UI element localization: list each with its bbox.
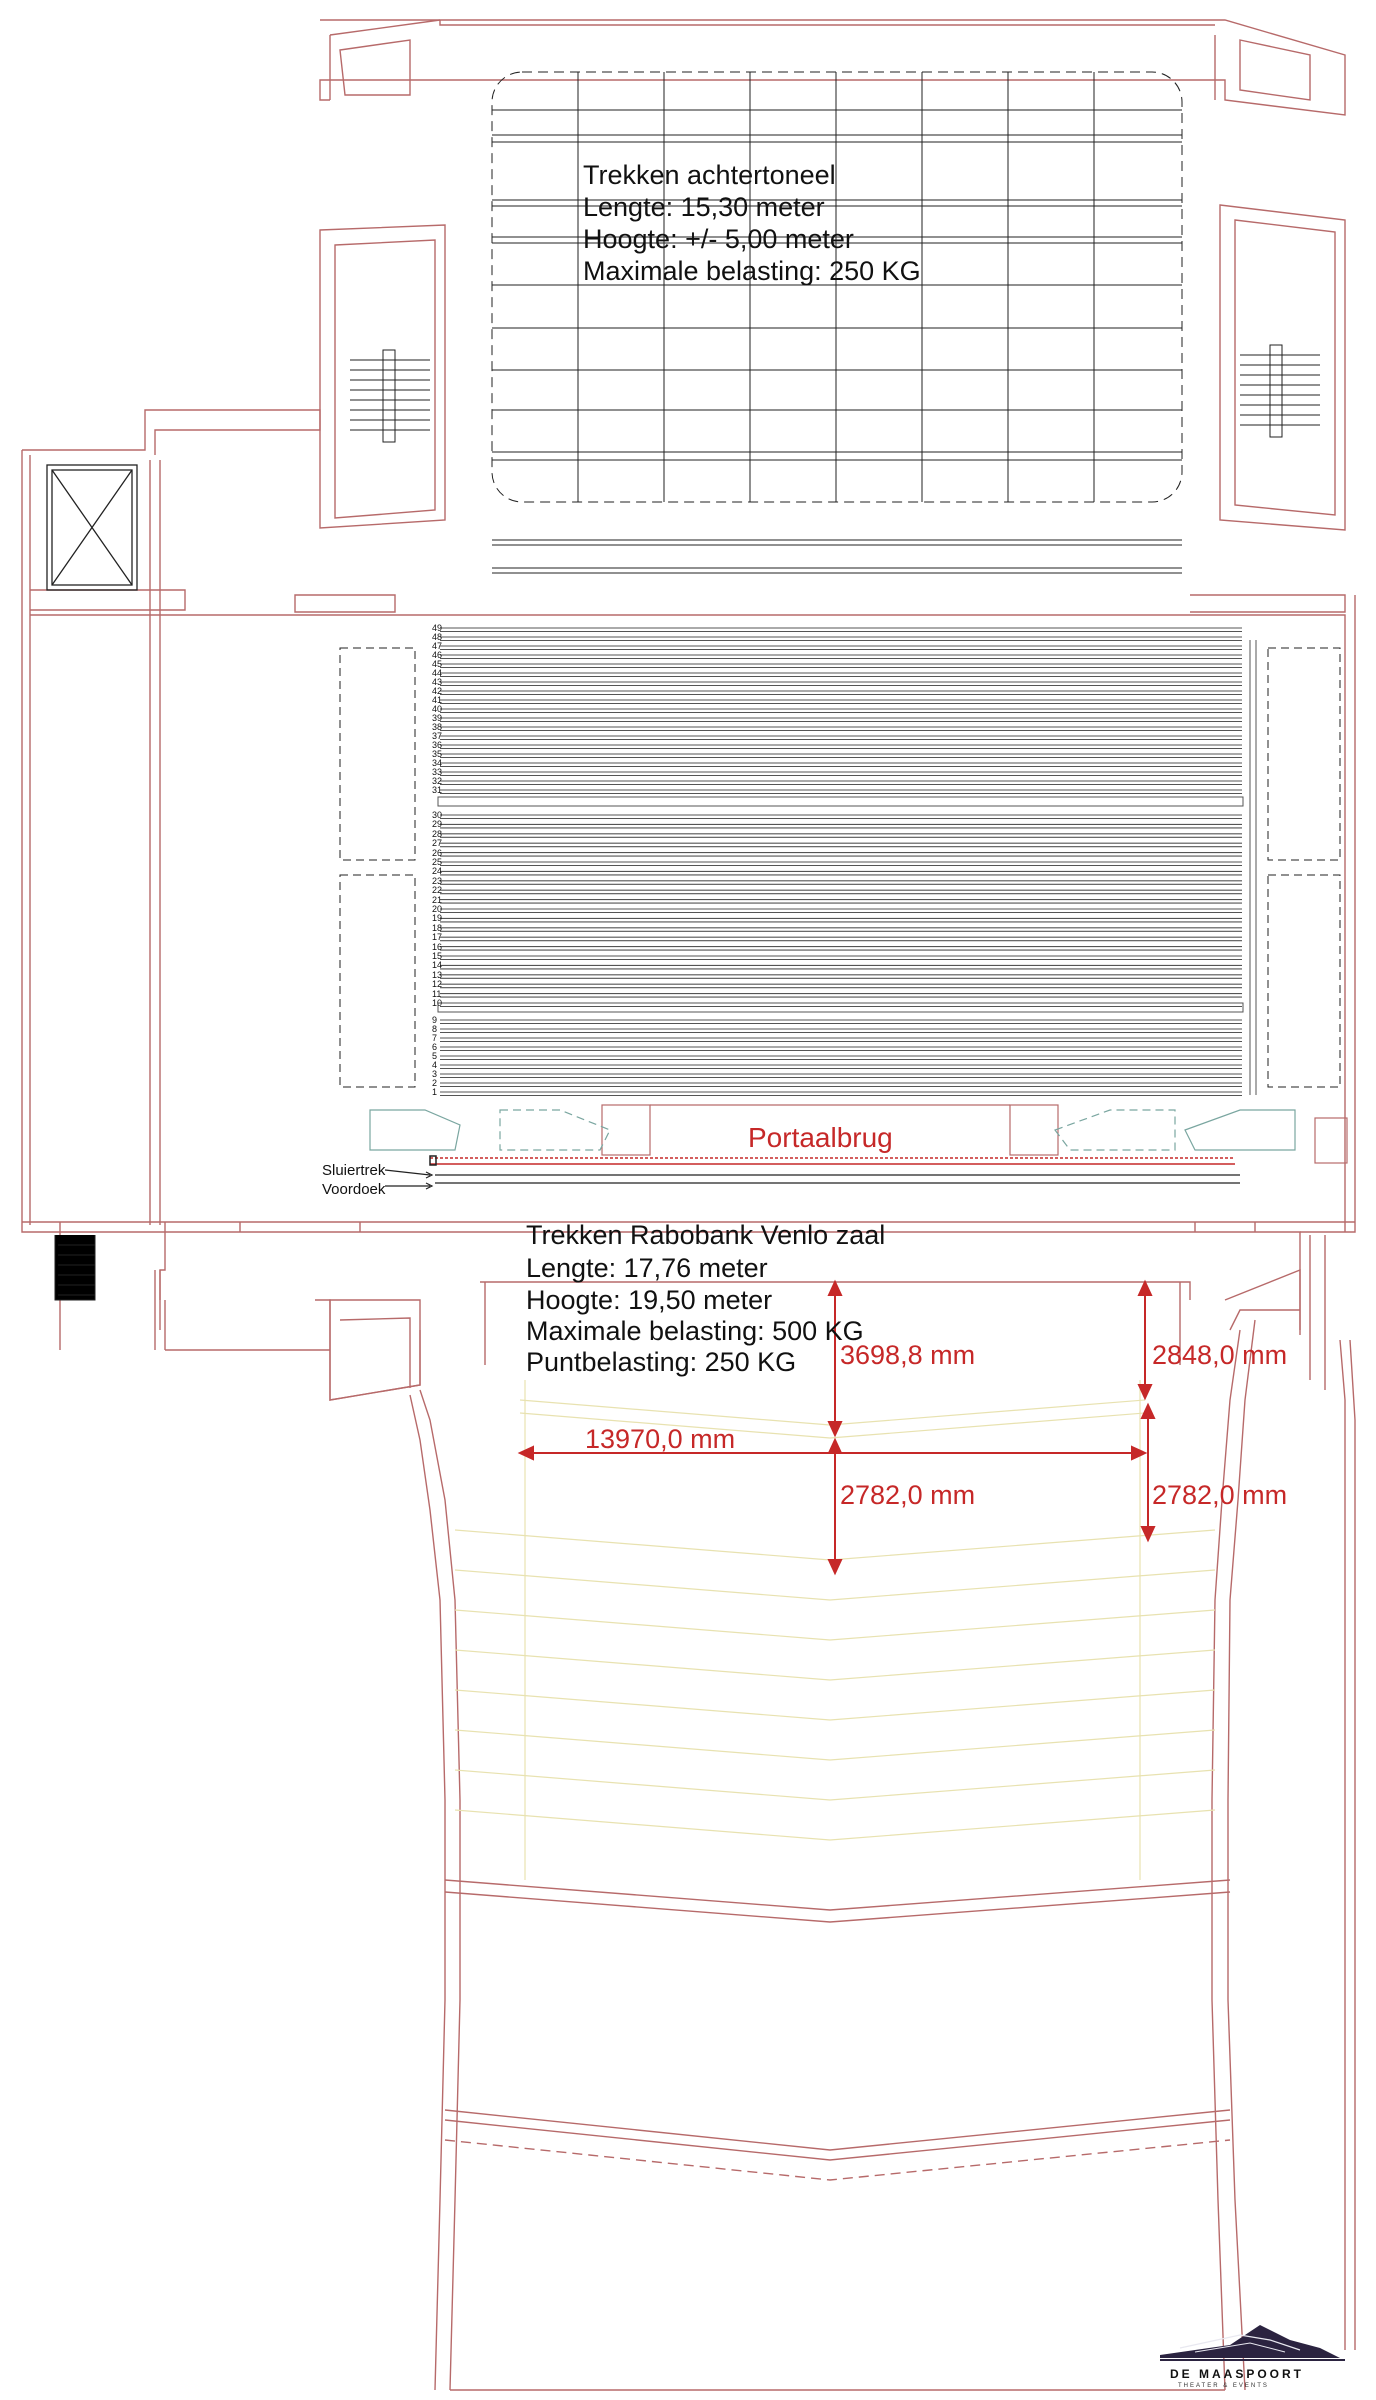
fly-batten [440, 815, 1242, 819]
fly-batten [440, 965, 1242, 969]
logo-name: DE MAASPOORT [1170, 2367, 1305, 2381]
batten-number: 47 [432, 641, 443, 651]
hall-length: Lengte: 17,76 meter [526, 1253, 768, 1283]
batten-number: 9 [432, 1015, 438, 1025]
fly-batten [440, 736, 1242, 740]
batten-number: 44 [432, 668, 443, 678]
left-entrance-stair [55, 1235, 95, 1300]
fly-batten [440, 781, 1242, 785]
fly-batten [440, 700, 1242, 704]
batten-number: 25 [432, 857, 443, 867]
batten-number: 16 [432, 941, 443, 952]
batten-number: 13 [432, 969, 443, 980]
fly-batten [440, 1029, 1242, 1033]
batten-frame [438, 640, 1256, 1095]
batten-number: 7 [432, 1033, 438, 1043]
voordoek-line [385, 1170, 1240, 1189]
batten-number: 17 [432, 932, 443, 943]
fly-batten [440, 1074, 1242, 1078]
dimension-depth-right-upper: 2848,0 mm [1152, 1340, 1288, 1370]
portaalbrug-label: Portaalbrug [748, 1122, 893, 1153]
backstage-grid [492, 72, 1182, 573]
fly-batten [440, 843, 1242, 847]
fly-batten [440, 1065, 1242, 1069]
fly-battens [440, 628, 1242, 1096]
fly-batten [440, 975, 1242, 979]
hall-point-load: Puntbelasting: 250 KG [526, 1347, 797, 1377]
fly-batten [440, 745, 1242, 749]
fly-batten [440, 853, 1242, 857]
hall-title: Trekken Rabobank Venlo zaal [526, 1220, 886, 1250]
batten-number: 45 [432, 659, 443, 669]
side-storage [340, 648, 1340, 1087]
batten-number: 14 [432, 960, 443, 971]
fly-batten [440, 834, 1242, 838]
batten-number: 18 [432, 922, 443, 933]
stair-right [1240, 345, 1320, 437]
fly-batten [440, 763, 1242, 767]
voordoek-label: Voordoek [322, 1181, 386, 1198]
batten-number: 5 [432, 1051, 438, 1061]
batten-number: 10 [432, 998, 443, 1008]
hall-max-load: Maximale belasting: 500 KG [526, 1316, 864, 1346]
maaspoort-logo-icon [1160, 2325, 1345, 2360]
fly-batten [440, 664, 1242, 668]
batten-number: 35 [432, 749, 443, 759]
fly-batten [440, 754, 1242, 758]
batten-number: 27 [432, 838, 443, 849]
backstage-height: Hoogte: +/- 5,00 meter [583, 224, 854, 254]
fly-batten [440, 871, 1242, 875]
batten-number: 2 [432, 1078, 438, 1088]
batten-number: 26 [432, 847, 443, 858]
batten-number: 30 [432, 810, 443, 820]
fly-batten [440, 628, 1242, 632]
fly-batten [440, 928, 1242, 932]
batten-number: 42 [432, 686, 443, 696]
fly-batten [440, 709, 1242, 713]
fly-batten [440, 984, 1242, 988]
batten-number: 31 [432, 785, 443, 795]
sluiertrek-line [430, 1156, 1235, 1165]
batten-number: 12 [432, 979, 443, 990]
stair-left [350, 350, 430, 442]
fly-batten [440, 862, 1242, 866]
sluiertrek-label: Sluiertrek [322, 1162, 386, 1179]
fly-batten [440, 646, 1242, 650]
batten-number: 24 [432, 866, 443, 877]
fly-batten [440, 772, 1242, 776]
batten-number: 36 [432, 740, 443, 750]
batten-number: 49 [432, 623, 443, 633]
logo-subtitle: THEATER & EVENTS [1178, 2383, 1269, 2389]
batten-number: 29 [432, 819, 443, 830]
batten-number: 37 [432, 731, 443, 741]
fly-batten [440, 1047, 1242, 1051]
batten-number: 6 [432, 1042, 438, 1052]
fly-batten [440, 918, 1242, 922]
fly-batten [440, 727, 1242, 731]
fly-batten [440, 718, 1242, 722]
batten-number: 1 [432, 1087, 438, 1097]
fly-batten [440, 637, 1242, 641]
fly-batten [440, 691, 1242, 695]
dimension-depth-center-upper: 3698,8 mm [840, 1340, 976, 1370]
batten-number: 28 [432, 828, 443, 839]
fly-batten [440, 682, 1242, 686]
fly-batten [440, 673, 1242, 677]
batten-number: 46 [432, 650, 443, 660]
backstage-title: Trekken achtertoneel [583, 160, 836, 190]
fly-batten [440, 900, 1242, 904]
fly-batten [440, 937, 1242, 941]
batten-number: 19 [432, 913, 443, 924]
dimension-depth-center-lower: 2782,0 mm [840, 1480, 976, 1510]
fly-batten [440, 947, 1242, 951]
batten-number: 11 [432, 988, 442, 999]
batten-number: 40 [432, 704, 443, 714]
dimension-width: 13970,0 mm [585, 1424, 736, 1454]
fly-batten [440, 994, 1242, 998]
fly-batten [440, 655, 1242, 659]
batten-number: 21 [432, 894, 443, 905]
elevator-shaft [47, 465, 137, 590]
fly-batten [440, 881, 1242, 885]
hall-height: Hoogte: 19,50 meter [526, 1285, 773, 1315]
fly-batten [440, 956, 1242, 960]
fly-batten [440, 1092, 1242, 1096]
fly-batten [440, 909, 1242, 913]
batten-number: 32 [432, 776, 443, 786]
batten-number: 43 [432, 677, 443, 687]
fly-batten [440, 1003, 1242, 1007]
fly-batten [440, 1083, 1242, 1087]
batten-number: 22 [432, 885, 443, 896]
fly-batten [440, 1038, 1242, 1042]
batten-number: 38 [432, 722, 443, 732]
batten-number: 4 [432, 1060, 438, 1070]
batten-number: 48 [432, 632, 443, 642]
batten-number: 3 [432, 1069, 438, 1079]
fly-batten [440, 824, 1242, 828]
fly-batten [440, 890, 1242, 894]
batten-number: 34 [432, 758, 443, 768]
building-walls [22, 20, 1355, 2390]
fly-batten [440, 790, 1242, 794]
backstage-length: Lengte: 15,30 meter [583, 192, 825, 222]
backstage-max-load: Maximale belasting: 250 KG [583, 256, 921, 286]
batten-number: 23 [432, 875, 443, 886]
batten-number: 20 [432, 904, 443, 914]
fly-batten [440, 1056, 1242, 1060]
batten-number: 33 [432, 767, 443, 777]
dimension-depth-right-lower: 2782,0 mm [1152, 1480, 1288, 1510]
batten-number: 8 [432, 1024, 438, 1034]
batten-number: 15 [432, 951, 443, 961]
fly-batten [440, 1020, 1242, 1024]
batten-number: 39 [432, 713, 443, 723]
batten-number: 41 [432, 695, 443, 705]
